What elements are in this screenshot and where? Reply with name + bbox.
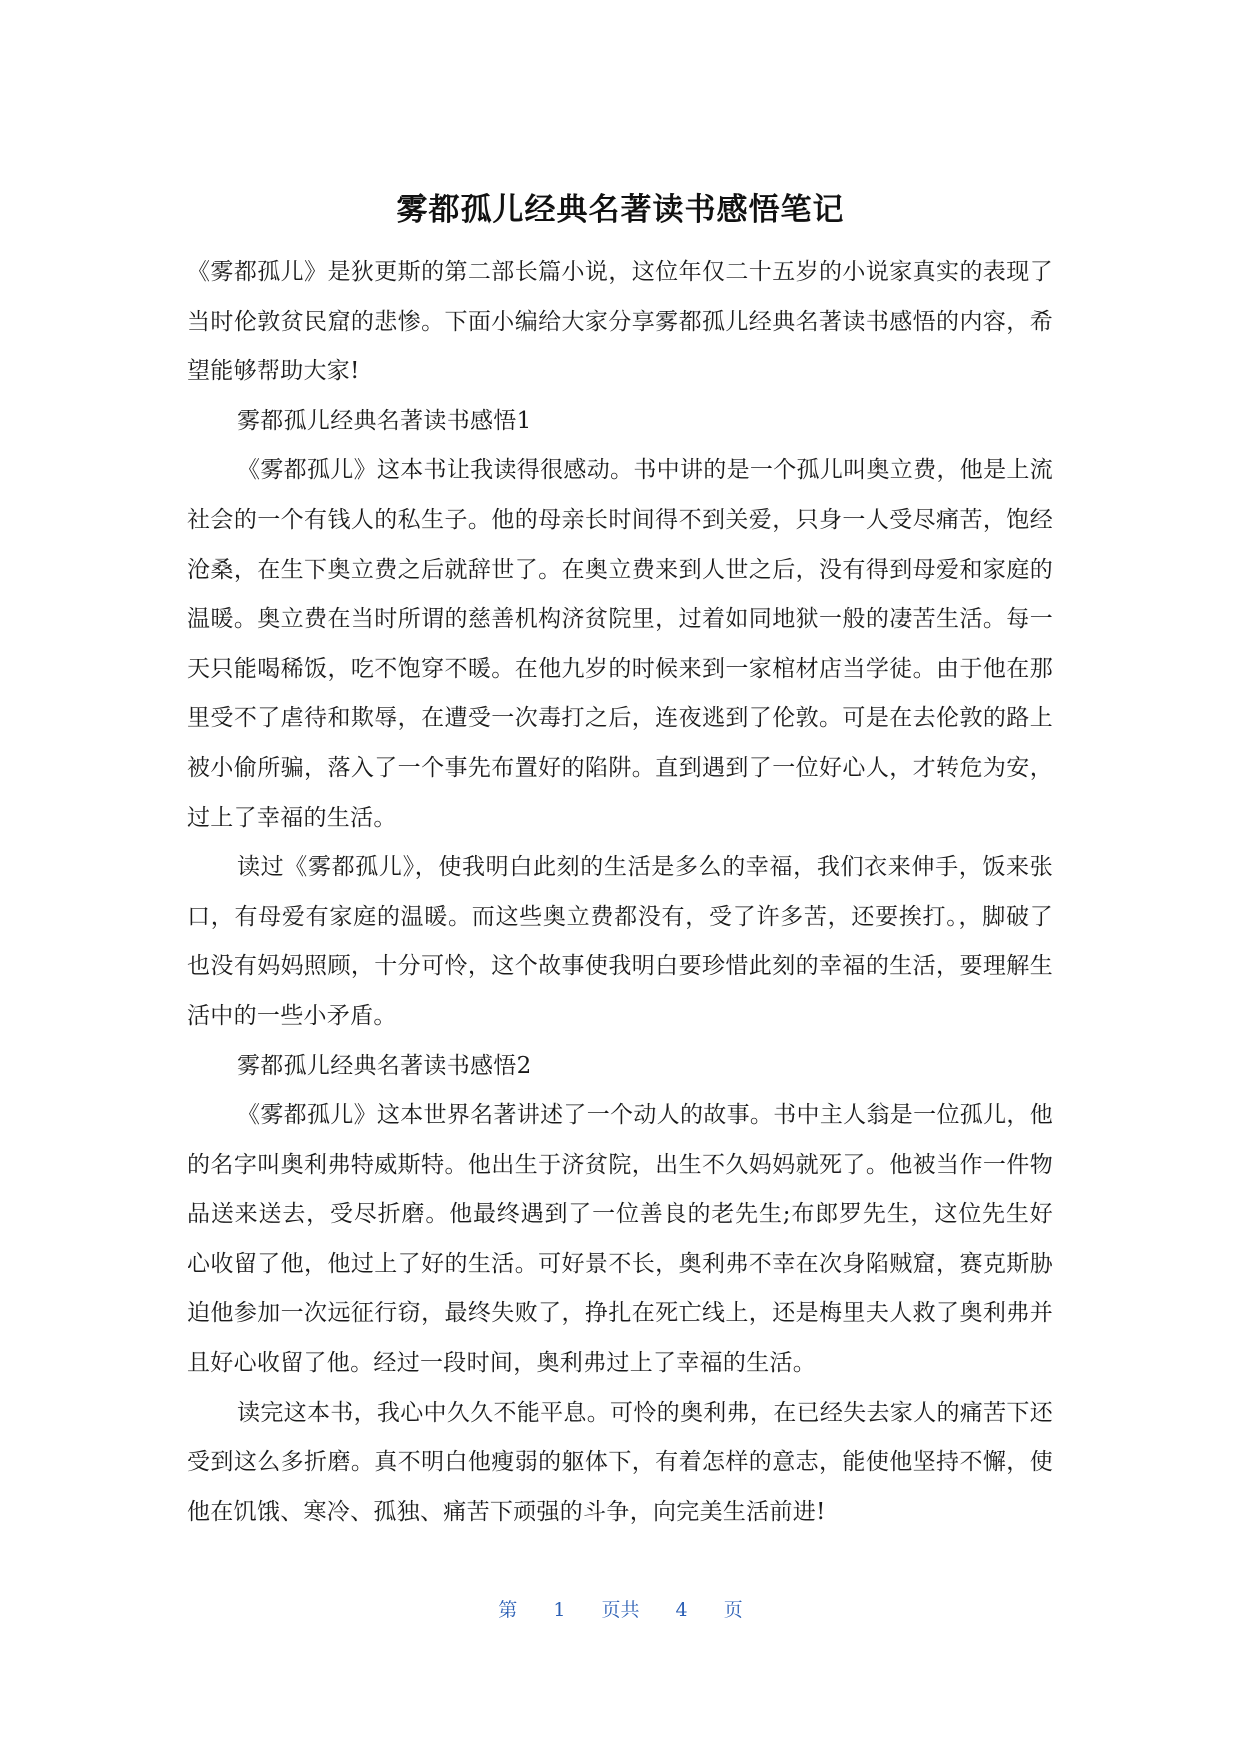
footer-label-page: 第 — [498, 1599, 518, 1621]
paragraph: 读完这本书，我心中久久不能平息。可怜的奥利弗，在已经失去家人的痛苦下还受到这么多折磨。真不明白他瘦弱的躯体下，有着怎样的意志，能使他坚持不懈，使他在饥饿、寒冷、孤独、痛苦下顽强的斗争，向完美生活前进! — [187, 1399, 1053, 1525]
paragraph: 《雾都孤儿》这本书让我读得很感动。书中讲的是一个孤儿叫奥立费，他是上流社会的一个有钱人的私生子。他的母亲长时间得不到关爱，只身一人受尽痛苦，饱经沧桑，在生下奥立费之后就辞世了。在奥立费来到人世之后，没有得到母爱和家庭的温暖。奥立费在当时所谓的慈善机构济贫院里，过着如同地狱一般的凄苦生活。每一天只能喝稀饭，吃不饱穿不暖。在他九岁的时候来到一家棺材店当学徒。由于他在那里受不了虐待和欺辱，在遭受一次毒打之后，连夜逃到了伦敦。可是在去伦敦的路上被小偷所骗，落入了一个事先布置好的陷阱。直到遇到了一位好心人，才转危为安，过上了幸福的生活。 — [187, 457, 1053, 831]
section-heading-2: 雾都孤儿经典名著读书感悟2 — [237, 1052, 532, 1079]
paragraph: 读过《雾都孤儿》，使我明白此刻的生活是多么的幸福，我们衣来伸手，饭来张口，有母爱有家庭的温暖。而这些奥立费都没有，受了许多苦，还要挨打。，脚破了也没有妈妈照顾，十分可怜，这个故事使我明白要珍惜此刻的幸福的生活，要理解生活中的一些小矛盾。 — [187, 854, 1053, 1029]
footer-current-page: 1 — [553, 1599, 566, 1621]
section-heading-1: 雾都孤儿经典名著读书感悟1 — [237, 407, 532, 434]
document-body — [187, 248, 1053, 1537]
footer-label-total: 页共 — [601, 1599, 640, 1621]
document-title: 雾都孤儿经典名著读书感悟笔记 — [396, 192, 845, 228]
intro-paragraph: 《雾都孤儿》是狄更斯的第二部长篇小说，这位年仅二十五岁的小说家真实的表现了当时伦敦贫民窟的悲惨。下面小编给大家分享雾都孤儿经典名著读书感悟的内容，希望能够帮助大家! — [187, 259, 1053, 385]
page-footer — [0, 1596, 1241, 1624]
footer-total-pages: 4 — [675, 1599, 688, 1621]
footer-label-end: 页 — [723, 1599, 743, 1621]
paragraph: 《雾都孤儿》这本世界名著讲述了一个动人的故事。书中主人翁是一位孤儿，他的名字叫奥利弗特威斯特。他出生于济贫院，出生不久妈妈就死了。他被当作一件物品送来送去，受尽折磨。他最终遇到了一位善良的老先生;布郎罗先生，这位先生好心收留了他，他过上了好的生活。可好景不长，奥利弗不幸在次身陷贼窟，赛克斯胁迫他参加一次远征行窃，最终失败了，挣扎在死亡线上，还是梅里夫人救了奥利弗并且好心收留了他。经过一段时间，奥利弗过上了幸福的生活。 — [187, 1102, 1053, 1377]
